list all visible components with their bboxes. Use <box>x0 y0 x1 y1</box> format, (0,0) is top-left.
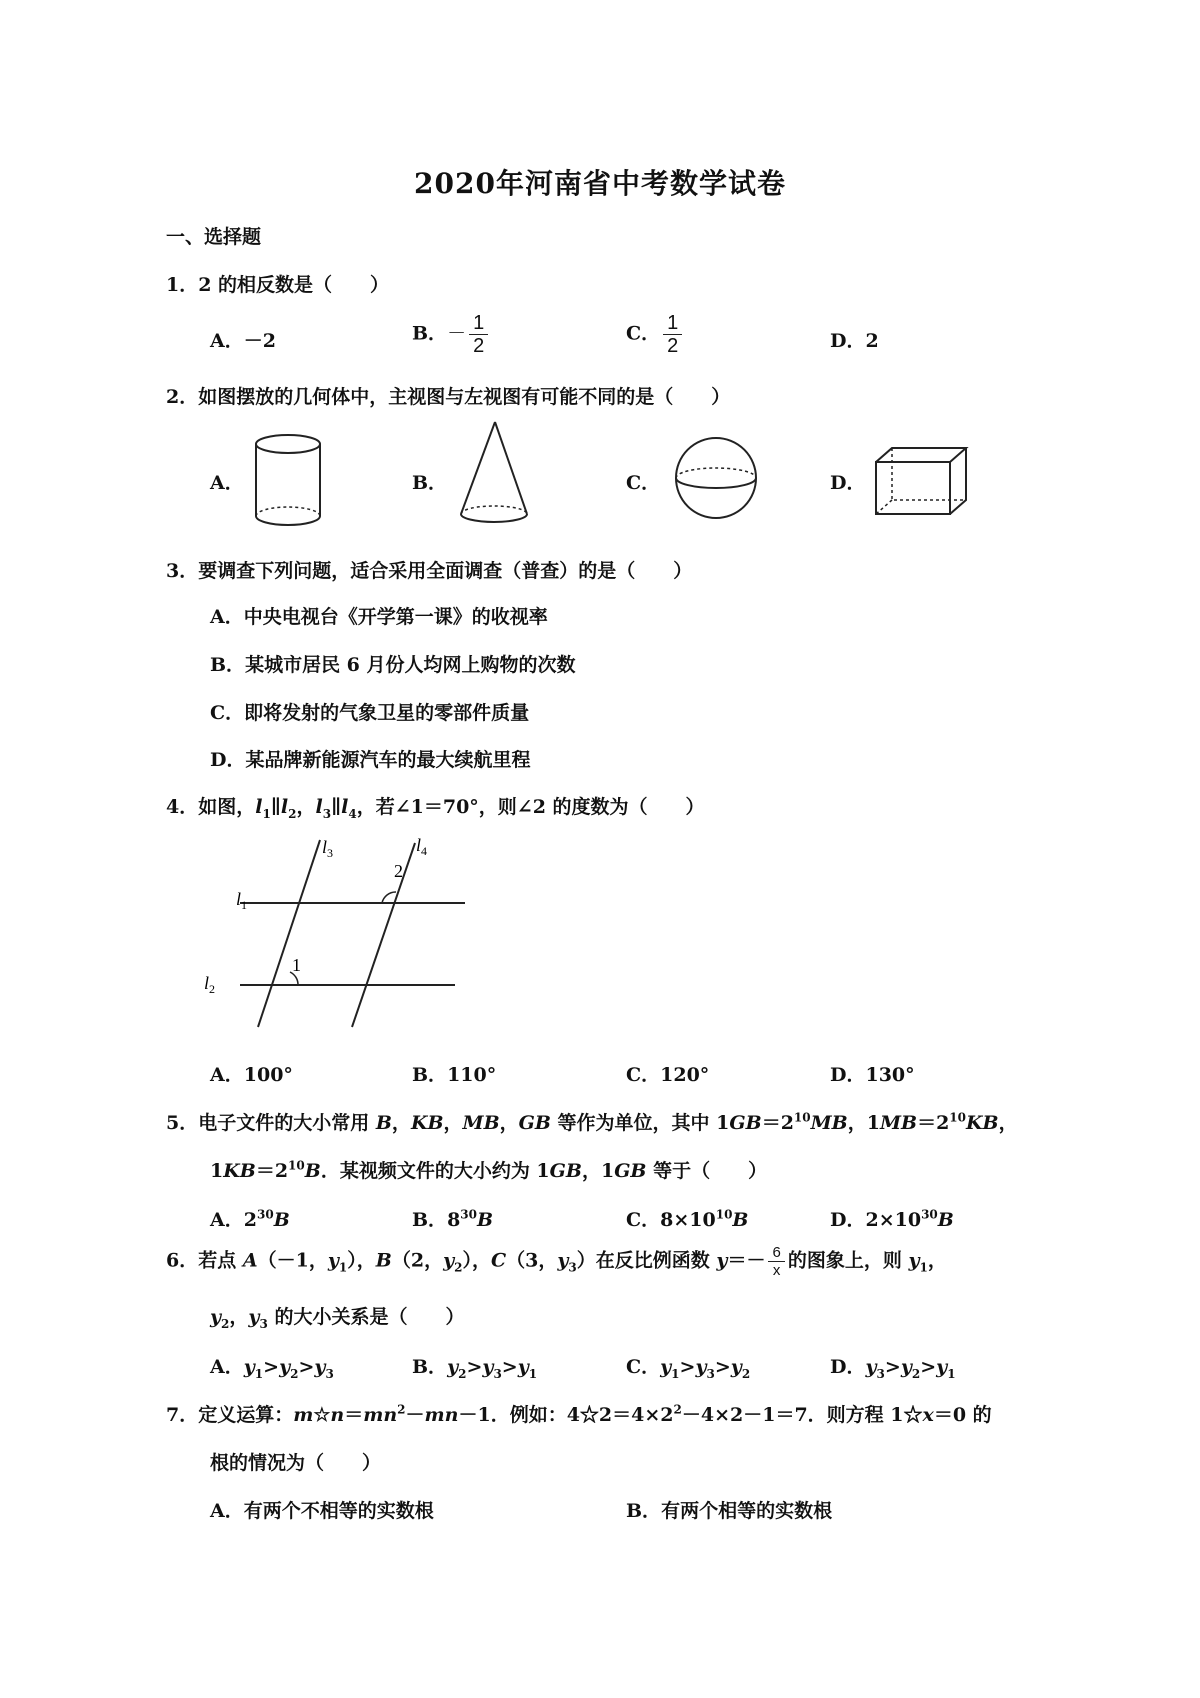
section-heading: 一、选择题 <box>166 226 262 248</box>
parallel-sign: ∥ <box>270 796 281 818</box>
q6-text: ＝－ <box>727 1249 766 1272</box>
var-y: y <box>730 1356 742 1378</box>
option-base: 2×10 <box>865 1209 922 1231</box>
label-l3: $l_3$ <box>322 837 334 860</box>
option-text: 中央电视台《开学第一课》的收视率 <box>243 606 548 628</box>
option-label: B． <box>412 1356 448 1378</box>
q5-option-a[interactable] <box>210 1205 290 1232</box>
q6-text: 若点 <box>198 1249 243 1272</box>
option-text: 某城市居民 6 月份人均网上购物的次数 <box>245 654 576 676</box>
sub: 1 <box>338 1260 348 1275</box>
sub: 1 <box>262 806 271 821</box>
q5-text: ＝2 <box>917 1112 950 1134</box>
q1-option-a-text: －2 <box>243 330 276 352</box>
q4-option-d[interactable] <box>830 1060 915 1087</box>
fraction-numerator: 1 <box>663 312 682 335</box>
var-y: y <box>482 1356 494 1378</box>
q1-option-c[interactable] <box>626 312 685 357</box>
q7-number: 7． <box>166 1404 199 1426</box>
q1-stem: 1．2 的相反数是（ ） <box>166 274 390 296</box>
gt: > <box>466 1356 483 1378</box>
sub: 3 <box>568 1260 577 1275</box>
unit-b: B <box>375 1112 392 1134</box>
q5-text: ＝2 <box>255 1160 289 1182</box>
var-m: m <box>293 1404 314 1426</box>
q1-option-b-sign: － <box>447 322 467 345</box>
q7-text: ＝ <box>344 1404 364 1426</box>
q5-text: 1 <box>866 1112 880 1134</box>
q5-text: 等于（ ） <box>653 1160 768 1182</box>
sub: 3 <box>493 1366 502 1381</box>
sub: 1 <box>671 1366 680 1381</box>
var-y: y <box>210 1306 222 1328</box>
page-title: 2020年河南省中考数学试卷 <box>414 167 786 200</box>
var-mn: mn <box>363 1404 398 1426</box>
label-l1: $l_1$ <box>236 889 248 912</box>
fraction-numerator: 6 <box>768 1244 784 1262</box>
q1-option-d[interactable] <box>830 326 879 353</box>
sub: 3 <box>706 1366 715 1381</box>
q7-option-b[interactable] <box>626 1496 832 1523</box>
q1-option-b-fraction <box>469 312 488 357</box>
option-label: D． <box>830 1356 866 1378</box>
var-y: y <box>314 1356 326 1378</box>
q1-option-b[interactable] <box>412 312 491 357</box>
q3-option-b[interactable] <box>210 650 576 677</box>
q6-option-b[interactable] <box>412 1352 537 1381</box>
var-l: l <box>341 796 349 818</box>
option-text: 130° <box>865 1064 915 1086</box>
option-label: B． <box>412 1064 448 1086</box>
var-y: y <box>279 1356 291 1378</box>
sub: 2 <box>458 1366 467 1381</box>
q4-option-b[interactable] <box>412 1060 496 1087</box>
sub: 3 <box>325 1366 334 1381</box>
q4-option-a[interactable] <box>210 1060 293 1087</box>
var-y: y <box>695 1356 707 1378</box>
fraction-denominator: 2 <box>667 335 679 357</box>
sphere-figure <box>672 434 762 524</box>
exponent: 2 <box>673 1402 682 1417</box>
comma: ， <box>391 1112 411 1134</box>
q6-text: 的大小关系是（ ） <box>267 1306 465 1328</box>
q6-option-c[interactable] <box>626 1352 750 1381</box>
q4-number: 4． <box>166 796 199 818</box>
q7-text: 定义运算： <box>198 1404 294 1426</box>
unit-gb: GB <box>729 1112 762 1134</box>
var-y: y <box>248 1306 260 1328</box>
q5-text: 等作为单位，其中 1 <box>550 1112 730 1134</box>
comma: ， <box>847 1112 867 1134</box>
gt: > <box>298 1356 315 1378</box>
option-label: B． <box>412 1209 448 1231</box>
star-operator: ☆ <box>313 1404 331 1426</box>
q6-stem-line1 <box>166 1244 947 1279</box>
point-a: A <box>242 1249 258 1272</box>
q5-option-d[interactable] <box>830 1205 954 1232</box>
q6-text: （2， <box>391 1249 444 1272</box>
comma: ， <box>998 1112 1018 1134</box>
q3-option-a[interactable] <box>210 602 548 629</box>
var-y: y <box>443 1249 455 1272</box>
q7-stem-line1 <box>166 1400 992 1427</box>
exponent: 10 <box>288 1158 305 1173</box>
q5-text: ．某视频文件的大小约为 1 <box>320 1160 550 1182</box>
unit: B <box>273 1209 290 1231</box>
unit: B <box>937 1209 954 1231</box>
fraction-denominator: 2 <box>473 335 485 357</box>
label-l2: $l_2$ <box>204 973 216 996</box>
exponent: 10 <box>949 1110 966 1125</box>
q5-option-c[interactable] <box>626 1205 748 1232</box>
var-y: y <box>908 1249 920 1272</box>
var-y: y <box>865 1356 877 1378</box>
sub: 3 <box>876 1366 885 1381</box>
unit-kb: KB <box>966 1112 999 1134</box>
label-angle-1: 1 <box>292 955 301 975</box>
q6-text: （3， <box>506 1249 558 1272</box>
sub: 2 <box>288 806 297 821</box>
unit-b: B <box>304 1160 321 1182</box>
line-l3 <box>258 840 320 1027</box>
option-text: 100° <box>243 1064 293 1086</box>
unit-kb: KB <box>410 1112 444 1134</box>
option-text: 有两个相等的实数根 <box>661 1500 833 1522</box>
var-l: l <box>315 796 323 818</box>
unit-mb: MB <box>810 1112 848 1134</box>
var-y: y <box>243 1356 255 1378</box>
q2-option-c[interactable]: C． <box>626 472 661 494</box>
q6-text: ） <box>462 1249 472 1272</box>
q7-text: － <box>405 1404 425 1426</box>
parallel-lines-figure <box>204 835 480 1035</box>
cylinder-figure <box>250 430 330 530</box>
var-y: y <box>327 1249 339 1272</box>
q6-text: ） <box>347 1249 357 1272</box>
option-base: 2 <box>243 1209 257 1231</box>
exponent: 10 <box>715 1207 733 1222</box>
var-y: y <box>660 1356 672 1378</box>
q6-stem-line2 <box>210 1302 464 1331</box>
q1-option-a[interactable] <box>210 326 276 353</box>
sub: 2 <box>221 1316 230 1331</box>
option-label: A． <box>210 1209 244 1231</box>
point-c: C <box>491 1249 507 1272</box>
option-text: 即将发射的气象卫星的零部件质量 <box>244 702 530 724</box>
option-label: D． <box>830 1209 866 1231</box>
q5-stem-line2 <box>210 1156 767 1183</box>
q1-option-d-label: D． <box>830 330 866 352</box>
option-text: 某品牌新能源汽车的最大续航里程 <box>245 749 531 771</box>
gt: > <box>714 1356 731 1378</box>
var-y: y <box>517 1356 529 1378</box>
var-mn: mn <box>424 1404 459 1426</box>
exponent: 30 <box>460 1207 477 1222</box>
q6-fraction <box>768 1244 784 1279</box>
label-angle-2: 2 <box>394 861 403 881</box>
option-label: A． <box>210 606 244 628</box>
q7-text: ＝0 的 <box>933 1404 992 1426</box>
line-l4 <box>352 843 415 1027</box>
var-y: y <box>447 1356 459 1378</box>
sub: 2 <box>290 1366 299 1381</box>
comma: ， <box>581 1160 601 1182</box>
unit: B <box>732 1209 749 1231</box>
unit-gb: GB <box>549 1160 582 1182</box>
q4-stem <box>166 792 705 821</box>
q5-text: 1 <box>600 1160 615 1182</box>
unit: B <box>477 1209 494 1231</box>
q1-option-a-label: A． <box>210 330 244 352</box>
unit-gb: GB <box>518 1112 551 1134</box>
var-l: l <box>280 796 289 818</box>
q4-option-c[interactable] <box>626 1060 709 1087</box>
exponent: 10 <box>793 1110 811 1125</box>
option-label: D． <box>830 1064 866 1086</box>
sub: 2 <box>454 1260 463 1275</box>
q7-option-a[interactable] <box>210 1496 434 1523</box>
q5-text: 电子文件的大小常用 <box>198 1112 376 1134</box>
q6-text: 的图象上，则 <box>787 1249 909 1272</box>
var-y: y <box>557 1249 569 1272</box>
exponent: 30 <box>256 1207 274 1222</box>
gt: > <box>501 1356 518 1378</box>
sub: 1 <box>919 1260 928 1275</box>
sub: 4 <box>348 806 357 821</box>
option-base: 8 <box>447 1209 461 1231</box>
q2-option-a[interactable]: A． <box>210 472 244 494</box>
var-n: n <box>330 1404 345 1426</box>
q6-number: 6． <box>166 1249 199 1272</box>
sub: 3 <box>259 1316 268 1331</box>
q6-text: （－1， <box>257 1249 328 1272</box>
option-label: C． <box>626 1356 661 1378</box>
gt: > <box>884 1356 901 1378</box>
gt: > <box>263 1356 280 1378</box>
unit-kb: KB <box>223 1160 256 1182</box>
q6-option-d[interactable] <box>830 1352 956 1381</box>
q6-text: 在反比例函数 <box>595 1249 717 1272</box>
q4-text: ，若∠1＝70°，则∠2 的度数为（ ） <box>356 796 705 818</box>
point-b: B <box>375 1249 392 1272</box>
angle-2-arc <box>382 892 396 903</box>
comma: ， <box>927 1249 947 1272</box>
option-text: 120° <box>660 1064 710 1086</box>
var-y: y <box>900 1356 912 1378</box>
unit-gb: GB <box>614 1160 647 1182</box>
q2-option-d[interactable]: D． <box>830 472 866 494</box>
q1-option-c-fraction <box>663 312 682 357</box>
q1-option-b-label: B． <box>412 322 448 345</box>
fraction-numerator: 1 <box>469 312 488 335</box>
q5-stem-line1 <box>166 1108 1018 1135</box>
q7-text: －1．例如：4☆2＝4×2 <box>458 1404 674 1426</box>
comma: ， <box>443 1112 463 1134</box>
option-label: C． <box>210 702 245 724</box>
gt: > <box>679 1356 696 1378</box>
sub: 1 <box>947 1366 956 1381</box>
parallel-sign: ∥ <box>331 796 342 818</box>
exponent: 2 <box>397 1402 406 1417</box>
sub: 2 <box>741 1366 751 1381</box>
q1-option-d-text: 2 <box>865 330 879 352</box>
option-text: 110° <box>447 1064 497 1086</box>
option-label: A． <box>210 1064 244 1086</box>
comma: ， <box>472 1249 492 1272</box>
q3-option-d[interactable] <box>210 745 531 772</box>
unit-mb: MB <box>879 1112 918 1134</box>
option-label: C． <box>626 1064 661 1086</box>
option-label: B． <box>626 1500 662 1522</box>
cone-figure <box>455 418 535 528</box>
option-label: D． <box>210 749 246 771</box>
sub: 2 <box>911 1366 921 1381</box>
q5-option-b[interactable] <box>412 1205 493 1232</box>
sub: 1 <box>528 1366 538 1381</box>
comma: ， <box>229 1306 249 1328</box>
comma: ， <box>356 1249 376 1272</box>
exponent: 30 <box>921 1207 938 1222</box>
q4-text: 如图， <box>198 796 256 818</box>
q3-stem: 3．要调查下列问题，适合采用全面调查（普查）的是（ ） <box>166 560 693 582</box>
q5-number: 5． <box>166 1112 199 1134</box>
var-y: y <box>936 1356 948 1378</box>
q6-option-a[interactable] <box>210 1352 334 1381</box>
sub: 3 <box>322 806 332 821</box>
gt: > <box>920 1356 937 1378</box>
q3-option-c[interactable] <box>210 698 529 725</box>
unit-mb: MB <box>462 1112 500 1134</box>
q7-stem-line2: 根的情况为（ ） <box>210 1452 382 1474</box>
option-label: A． <box>210 1500 244 1522</box>
q1-option-c-label: C． <box>626 322 661 345</box>
option-label: B． <box>210 654 246 676</box>
q5-text: 1 <box>210 1160 224 1182</box>
q6-text: ） <box>576 1249 596 1272</box>
option-label: A． <box>210 1356 244 1378</box>
q7-text: －4×2－1＝7．则方程 1☆ <box>681 1404 923 1426</box>
label-l4: $l_4$ <box>416 835 428 858</box>
var-x: x <box>922 1404 934 1426</box>
cuboid-figure <box>872 444 972 520</box>
var-y: y <box>716 1249 728 1272</box>
q5-text: ＝2 <box>761 1112 794 1134</box>
sub: 1 <box>254 1366 264 1381</box>
option-label: C． <box>626 1209 661 1231</box>
q2-stem: 2．如图摆放的几何体中，主视图与左视图有可能不同的是（ ） <box>166 386 731 408</box>
fraction-denominator: x <box>772 1262 781 1279</box>
q2-option-b[interactable]: B． <box>412 472 448 494</box>
comma: ， <box>296 796 316 818</box>
var-l: l <box>255 796 263 818</box>
option-text: 有两个不相等的实数根 <box>243 1500 434 1522</box>
option-base: 8×10 <box>660 1209 716 1231</box>
comma: ， <box>499 1112 519 1134</box>
